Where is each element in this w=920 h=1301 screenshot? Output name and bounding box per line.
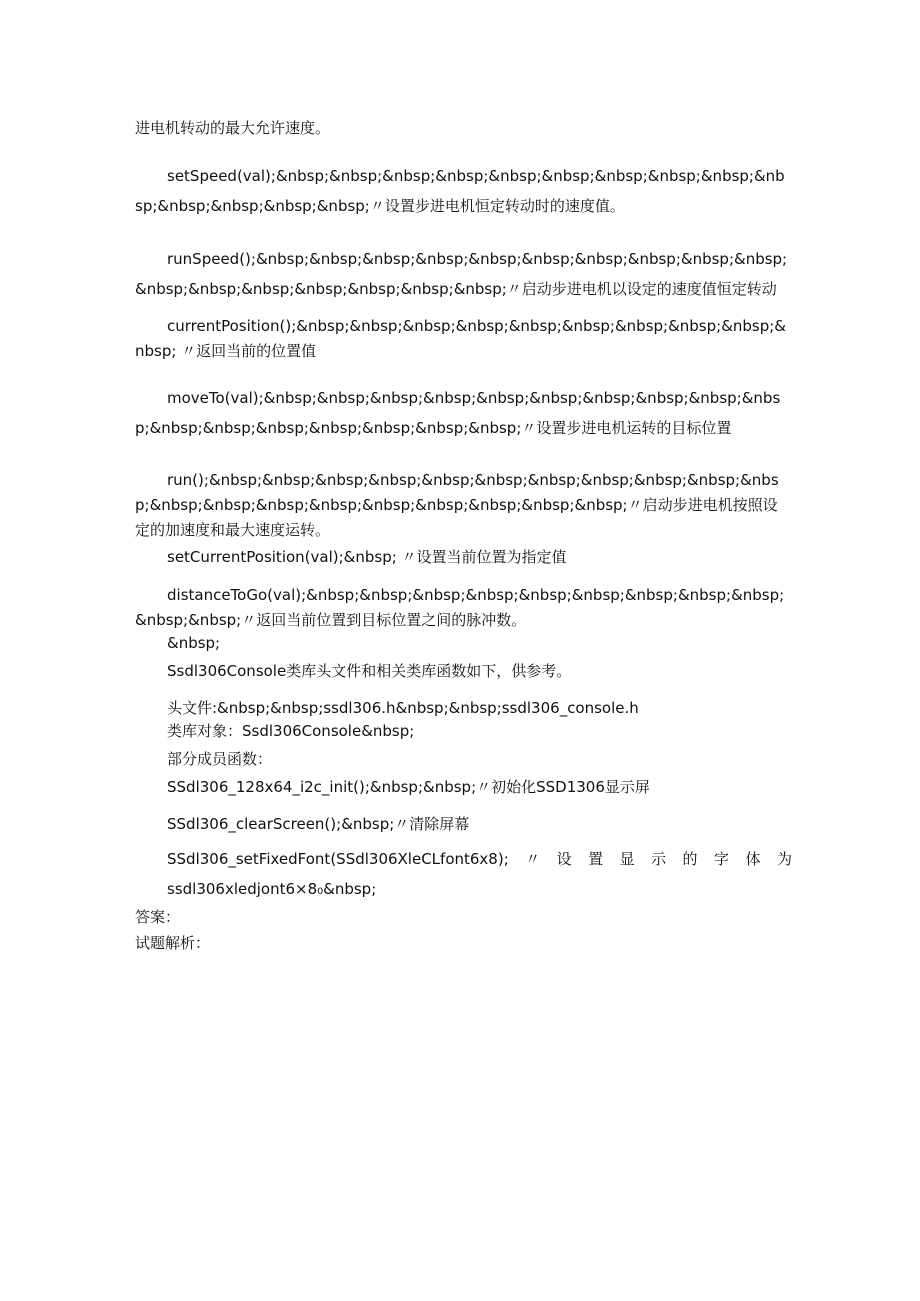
set-font-char: 设 (556, 850, 572, 868)
set-font-char: 为 (776, 850, 792, 868)
set-font-char: 的 (682, 850, 698, 868)
set-speed-line: setSpeed(val);&nbsp;&nbsp;&nbsp;&nbsp;&nbsp;&nbsp;&nbsp;&nbsp;&nbsp;&nbsp;&nbsp;&nbsp;&nbsp;&nbsp;〃设置步进电机恒定转动时的速度值。 (135, 167, 785, 215)
answer-label: 答案： (135, 908, 181, 926)
set-font-char: 示 (651, 850, 667, 868)
set-font-comment-mark: 〃 (525, 850, 541, 868)
nbsp-line: &nbsp; (167, 634, 221, 652)
current-position-line: currentPosition();&nbsp;&nbsp;&nbsp;&nbsp;&nbsp;&nbsp;&nbsp;&nbsp;&nbsp;&nbsp; 〃返回当前的位置值 (135, 317, 787, 360)
set-font-char: 字 (714, 850, 730, 868)
set-font-char: 置 (588, 850, 604, 868)
clear-screen-function-line: SSdl306_clearScreen();&nbsp;〃清除屏幕 (167, 815, 470, 833)
header-files-line: 头文件:&nbsp;&nbsp;ssdl306.h&nbsp;&nbsp;ssdl306_console.h (167, 699, 639, 717)
set-font-function-line (167, 848, 792, 870)
class-object-line: 类库对象：Ssdl306Console&nbsp; (167, 722, 415, 740)
init-function-line: SSdl306_128x64_i2c_init();&nbsp;&nbsp;〃初始化SSD1306显示屏 (167, 778, 650, 796)
run-line: run();&nbsp;&nbsp;&nbsp;&nbsp;&nbsp;&nbsp;&nbsp;&nbsp;&nbsp;&nbsp;&nbsp;&nbsp;&nbsp;&nbsp;&nbsp;&nbsp;&nbsp;&nbsp;&nbsp;&nbsp;〃启动步进电机按照设定的加速度和最大速度运转。 (135, 471, 779, 539)
set-font-continuation-line: ssdl306xledjont6×8₀&nbsp; (167, 880, 377, 898)
run-speed-line: runSpeed();&nbsp;&nbsp;&nbsp;&nbsp;&nbsp;&nbsp;&nbsp;&nbsp;&nbsp;&nbsp;&nbsp;&nbsp;&nbsp;&nbsp;&nbsp;&nbsp;&nbsp;〃启动步进电机以设定的速度值恒定转动 (135, 250, 788, 298)
set-font-code: SSdl306_setFixedFont(SSdl306XleCLfont6x8); (167, 850, 509, 868)
analysis-label: 试题解析： (135, 934, 211, 952)
set-font-char: 显 (619, 850, 635, 868)
member-functions-line: 部分成员函数： (167, 750, 273, 768)
set-font-char: 体 (745, 850, 761, 868)
set-current-position-line: setCurrentPosition(val);&nbsp; 〃设置当前位置为指定值 (167, 548, 567, 566)
ssd-intro-line: Ssdl306Console类库头文件和相关类库函数如下，供参考。 (167, 662, 572, 680)
intro-line: 进电机转动的最大允许速度。 (135, 119, 331, 137)
distance-to-go-line: distanceToGo(val);&nbsp;&nbsp;&nbsp;&nbsp;&nbsp;&nbsp;&nbsp;&nbsp;&nbsp;&nbsp;&nbsp;〃返回当前位置到目标位置之间的脉冲数。 (135, 586, 785, 629)
move-to-line: moveTo(val);&nbsp;&nbsp;&nbsp;&nbsp;&nbsp;&nbsp;&nbsp;&nbsp;&nbsp;&nbsp;&nbsp;&nbsp;&nbsp;&nbsp;&nbsp;&nbsp;&nbsp;〃设置步进电机运转的目标位置 (135, 389, 781, 437)
